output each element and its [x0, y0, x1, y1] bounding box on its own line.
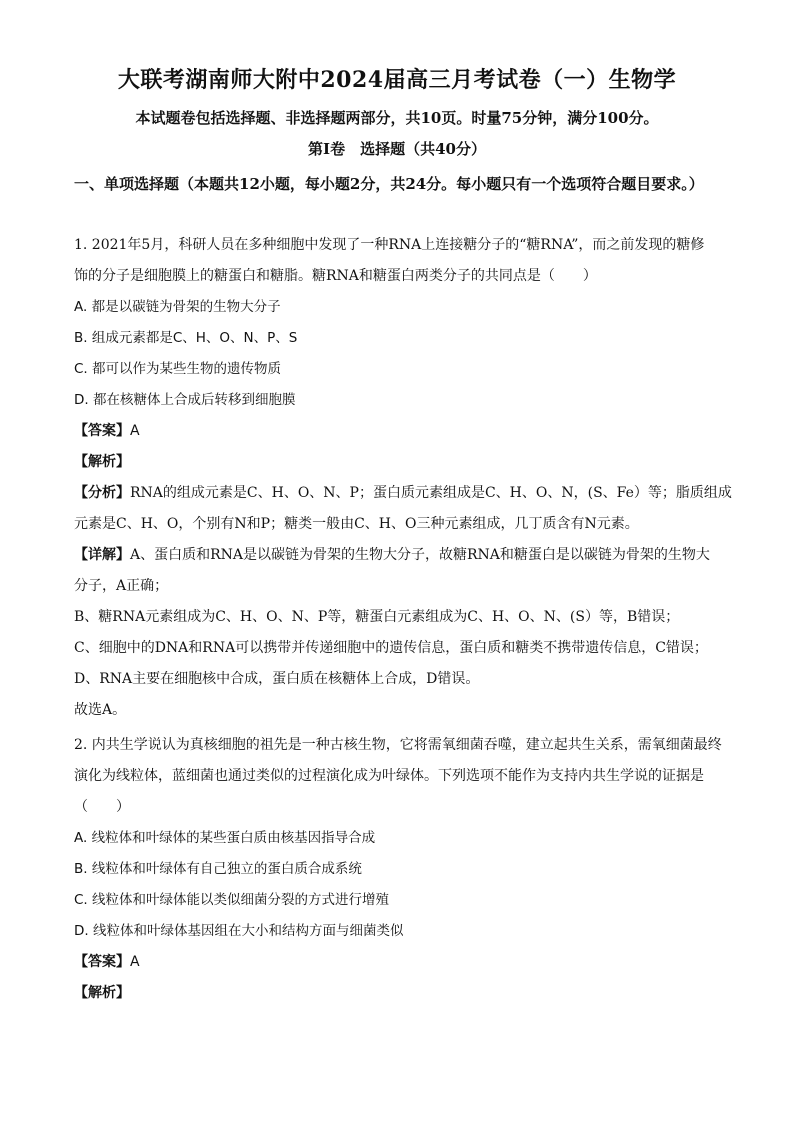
exam-title: 大联考湖南师大附中2024届高三月考试卷（一）生物学	[117, 67, 677, 93]
q2-option-d: D. 线粒体和叶绿体基因组在大小和结构方面与细菌类似	[74, 923, 404, 939]
q1-answer-value: A	[130, 423, 140, 439]
q2-option-c: C. 线粒体和叶绿体能以类似细菌分裂的方式进行增殖	[74, 892, 390, 908]
q1-answer-tag: 【答案】	[74, 423, 130, 439]
q1-stem-line-1: 1. 2021年5月，科研人员在多种细胞中发现了一种RNA上连接糖分子的“糖RNA”，而之前发现的糖修	[74, 237, 705, 253]
q2-stem-line-2: 演化为线粒体，蓝细菌也通过类似的过程演化成为叶绿体。下列选项不能作为支持内共生学说的证据是	[74, 768, 704, 784]
q2-option-b: B. 线粒体和叶绿体有自己独立的蛋白质合成系统	[74, 861, 362, 877]
q1-option-d: D. 都在核糖体上合成后转移到细胞膜	[74, 392, 296, 408]
part-title: 第Ⅰ卷 选择题（共40分）	[308, 140, 486, 158]
q1-fenxi-line-2: 元素是C、H、O，个别有N和P；糖类一般由C、H、O三种元素组成，几丁质含有N元素。	[74, 516, 639, 532]
exam-subtitle: 本试题卷包括选择题、非选择题两部分，共10页。时量75分钟，满分100分。	[135, 109, 659, 127]
q1-fenxi-line-1	[74, 478, 732, 509]
q1-conclusion: 故选A。	[74, 702, 127, 718]
q2-stem-line-3: （ ）	[74, 799, 130, 815]
q1-xiangjie-line-2: 分子，A正确；	[74, 578, 169, 594]
q2-answer-tag: 【答案】	[74, 954, 130, 970]
q1-xiangjie-line-4: C、细胞中的DNA和RNA可以携带并传递细胞中的遗传信息，蛋白质和糖类不携带遗传信息，C错误；	[74, 640, 708, 656]
q1-jiexi-tag: 【解析】	[74, 454, 130, 470]
q2-jiexi-tag: 【解析】	[74, 985, 130, 1001]
q1-xiangjie-tag: 【详解】	[74, 547, 130, 563]
q2-answer-value: A	[130, 954, 140, 970]
q1-option-b: B. 组成元素都是C、H、O、N、P、S	[74, 330, 298, 346]
section-heading: 一、单项选择题（本题共12小题，每小题2分，共24分。每小题只有一个选项符合题目要求。）	[74, 175, 704, 193]
question-2	[74, 730, 724, 1009]
q2-option-a: A. 线粒体和叶绿体的某些蛋白质由核基因指导合成	[74, 830, 376, 846]
q1-xiangjie-line-3: B、糖RNA元素组成为C、H、O、N、P等，糖蛋白元素组成为C、H、O、N、(S）等，B错误；	[74, 609, 680, 625]
q2-stem-line-1: 2. 内共生学说认为真核细胞的祖先是一种古核生物，它将需氧细菌吞噬，建立起共生关系，需氧细菌最终	[74, 737, 722, 753]
q1-stem-line-2: 饰的分子是细胞膜上的糖蛋白和糖脂。糖RNA和糖蛋白两类分子的共同点是（ ）	[74, 268, 597, 284]
q1-option-a: A. 都是以碳链为骨架的生物大分子	[74, 299, 281, 315]
q1-xiangjie-line-1	[74, 540, 724, 571]
q1-answer	[74, 416, 724, 447]
q1-option-c: C. 都可以作为某些生物的遗传物质	[74, 361, 282, 377]
q1-xiangjie-text: A、蛋白质和RNA是以碳链为骨架的生物大分子，故糖RNA和糖蛋白是以碳链为骨架的生物大	[130, 547, 710, 563]
q1-xiangjie-line-5: D、RNA主要在细胞核中合成，蛋白质在核糖体上合成，D错误。	[74, 671, 480, 687]
q1-fenxi-tag: 【分析】	[74, 485, 130, 501]
q2-answer	[74, 947, 724, 978]
q1-fenxi-text: RNA的组成元素是C、H、O、N、P；蛋白质元素组成是C、H、O、N，(S、Fe）等；脂质组成	[130, 485, 732, 501]
question-1	[74, 230, 732, 726]
